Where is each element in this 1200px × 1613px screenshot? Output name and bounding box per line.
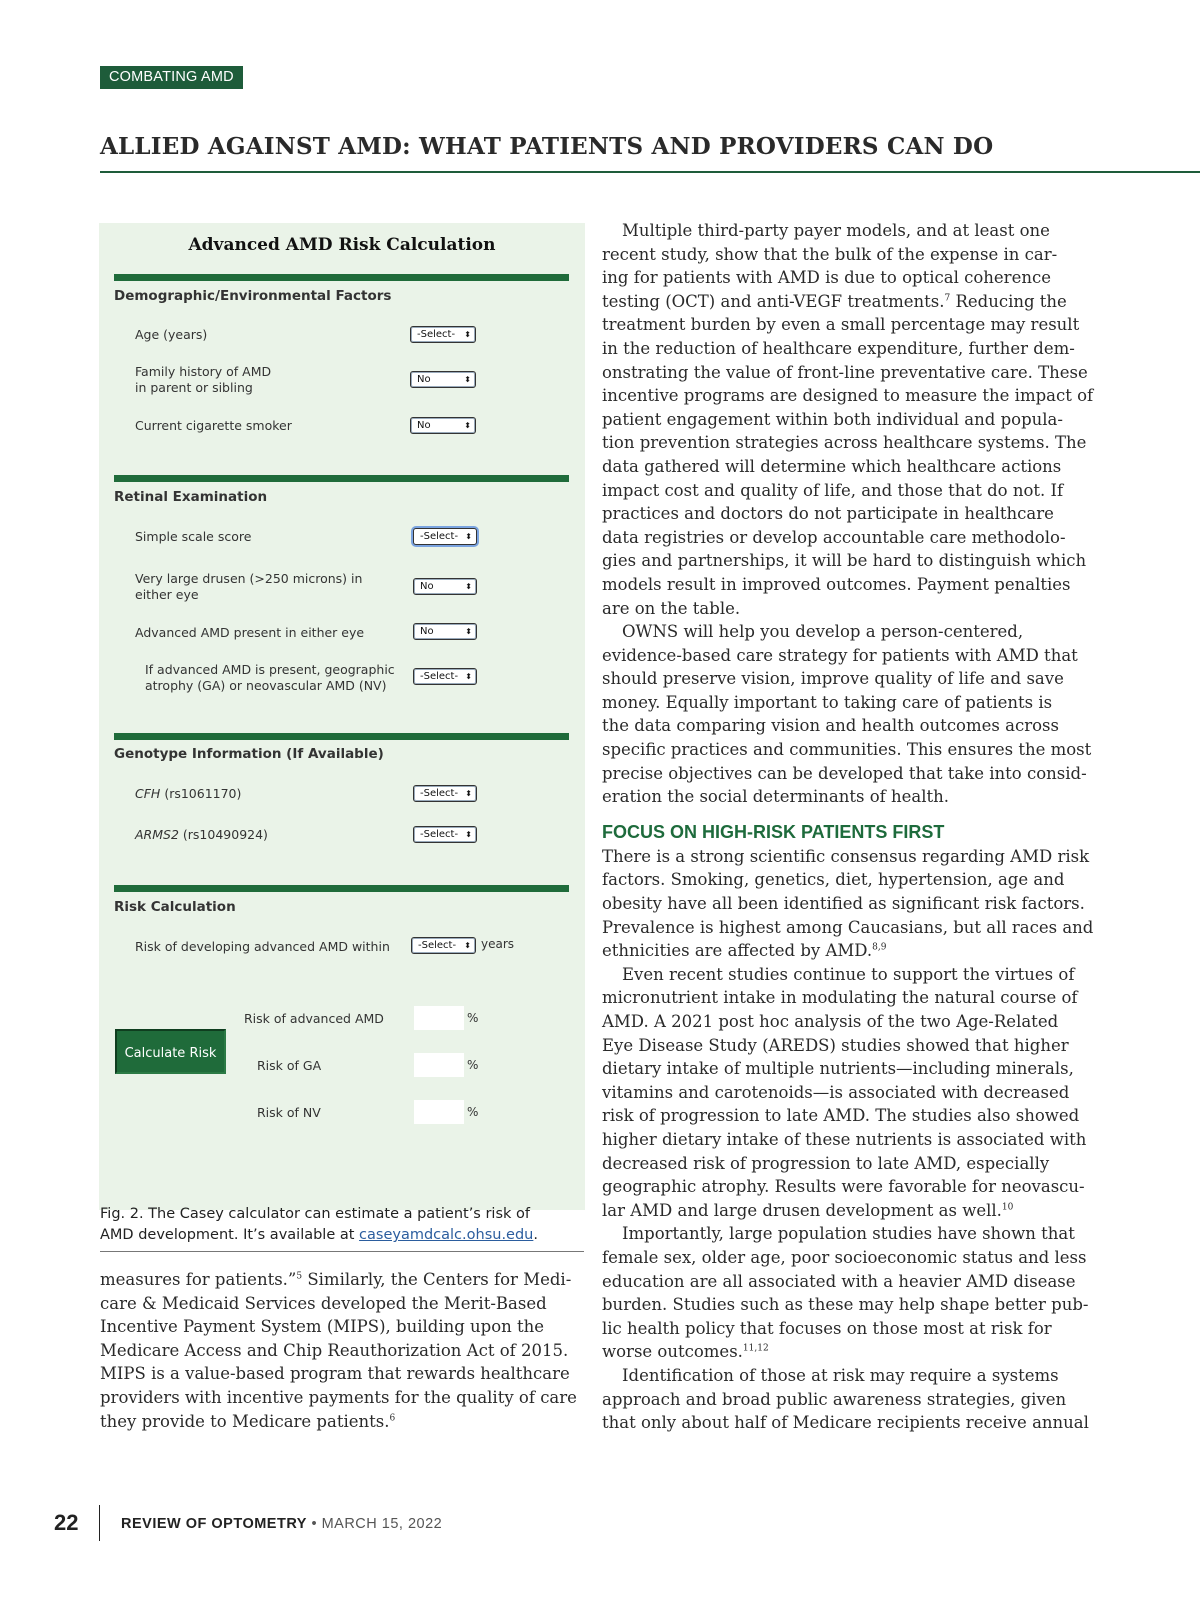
folio-line — [121, 1516, 442, 1532]
section-subhead: FOCUS ON HIGH-RISK PATIENTS FIRST — [602, 821, 945, 842]
text-line — [100, 1268, 584, 1292]
text-line: in the reduction of healthcare expenditure, further dem- — [602, 338, 1075, 358]
text-line: money. Equally important to taking care of patients is — [602, 692, 1053, 712]
gene-name: CFH — [135, 786, 161, 801]
issue-date: MARCH 15, 2022 — [321, 1516, 443, 1532]
citation: 8,9 — [872, 942, 887, 953]
text-line: data registries or develop accountable care methodolo- — [602, 527, 1066, 547]
arms2-label — [135, 827, 268, 843]
text-line — [100, 1410, 584, 1434]
drusen-label — [135, 571, 362, 603]
select-value: No — [417, 374, 431, 385]
text-line: Importantly, large population studies have shown that — [622, 1224, 1075, 1244]
ga-nv-select[interactable] — [413, 668, 477, 685]
select-arrow-icon: ⬍ — [464, 941, 471, 950]
select-arrow-icon: ⬍ — [465, 627, 472, 636]
text-line: eration the social determinants of health. — [602, 787, 950, 807]
right-column-text — [602, 219, 1192, 1435]
text-line: OWNS will help you develop a person-centered, — [622, 622, 1024, 642]
select-value: -Select- — [420, 671, 459, 682]
text-segment: they provide to Medicare patients. — [100, 1411, 390, 1431]
citation: 11,12 — [742, 1343, 769, 1354]
risk-ga-output[interactable] — [414, 1053, 464, 1077]
select-arrow-icon: ⬍ — [465, 582, 472, 591]
select-value: -Select- — [420, 531, 459, 542]
citation: 6 — [389, 1413, 396, 1424]
calculator-link[interactable]: caseyamdcalc.ohsu.edu — [359, 1227, 534, 1243]
text-line: impact cost and quality of life, and those that do not. If — [602, 480, 1064, 500]
page-number: 22 — [54, 1510, 79, 1535]
caption-line — [100, 1225, 580, 1246]
caption-text: . — [533, 1227, 538, 1243]
headline-divider — [100, 171, 1200, 173]
caption-line: Fig. 2. The Casey calculator can estimate a patient’s risk of — [100, 1206, 530, 1222]
arms2-select[interactable] — [413, 826, 477, 843]
gene-name: ARMS2 — [135, 827, 179, 842]
text-line: treatment burden by even a small percentage may result — [602, 315, 1080, 335]
years-unit: years — [481, 937, 515, 951]
folio-bullet: • — [306, 1516, 322, 1532]
text-line: providers with incentive payments for the quality of care — [100, 1387, 577, 1407]
text-line: Incentive Payment System (MIPS), building upon the — [100, 1317, 545, 1337]
section-divider — [114, 733, 569, 740]
select-arrow-icon: ⬍ — [465, 532, 472, 541]
text-line: should preserve vision, improve quality of life and save — [602, 669, 1064, 689]
simple-scale-select[interactable] — [413, 528, 477, 545]
label-line: If advanced AMD is present, geographic — [145, 662, 395, 677]
advanced-amd-label: Advanced AMD present in either eye — [135, 625, 365, 640]
text-line — [602, 939, 1192, 963]
family-history-label — [135, 364, 271, 396]
text-line: Even recent studies continue to support the virtues of — [622, 964, 1075, 984]
family-history-select[interactable] — [410, 371, 476, 388]
label-line: Family history of AMD — [135, 364, 272, 379]
percent-unit: % — [467, 1058, 479, 1072]
text-segment: measures for patients.” — [100, 1270, 297, 1289]
publication-name: REVIEW OF OPTOMETRY — [121, 1516, 307, 1532]
section-title-risk: Risk Calculation — [114, 899, 236, 915]
simple-scale-label: Simple scale score — [135, 529, 252, 544]
text-line — [602, 290, 1192, 314]
advanced-amd-select[interactable] — [413, 623, 477, 640]
text-line: education are all associated with a heavier AMD disease — [602, 1271, 1076, 1291]
text-line: models result in improved outcomes. Payment penalties — [602, 574, 1071, 594]
section-divider — [114, 475, 569, 482]
text-line: risk of progression to late AMD. The studies also showed — [602, 1106, 1080, 1126]
section-divider — [114, 885, 569, 892]
text-line: patient engagement within both individual and popula- — [602, 409, 1063, 429]
text-line: geographic atrophy. Results were favorable for neovascu- — [602, 1177, 1085, 1197]
caption-divider — [100, 1251, 584, 1252]
select-arrow-icon: ⬍ — [465, 830, 472, 839]
risk-nv-output[interactable] — [414, 1100, 464, 1124]
text-line: Identification of those at risk may require a systems — [622, 1365, 1059, 1385]
text-line: data gathered will determine which healthcare actions — [602, 456, 1062, 476]
risk-ga-label: Risk of GA — [257, 1058, 322, 1073]
text-line: vitamins and carotenoids—is associated with decreased — [602, 1082, 1070, 1102]
text-line: higher dietary intake of these nutrients is associated with — [602, 1129, 1087, 1149]
text-line: recent study, show that the bulk of the expense in car- — [602, 244, 1058, 264]
drusen-select[interactable] — [413, 578, 477, 595]
gene-id: (rs10490924) — [182, 827, 268, 842]
age-label: Age (years) — [135, 327, 208, 342]
gene-id: (rs1061170) — [164, 786, 242, 801]
caption-text: AMD development. It’s available at — [100, 1227, 360, 1243]
text-line: burden. Studies such as these may help shape better pub- — [602, 1295, 1089, 1315]
folio-divider — [99, 1505, 100, 1541]
risk-calculator-figure — [99, 223, 585, 1210]
text-line: dietary intake of multiple nutrients—including minerals, — [602, 1059, 1074, 1079]
text-line: lic health policy that focuses on those most at risk for — [602, 1318, 1052, 1338]
calculator-title: Advanced AMD Risk Calculation — [188, 235, 496, 255]
text-line: that only about half of Medicare recipients receive annual — [602, 1413, 1089, 1433]
section-divider — [114, 274, 569, 281]
text-line: MIPS is a value-based program that rewards healthcare — [100, 1364, 570, 1384]
citation: 7 — [944, 293, 951, 304]
text-line: gies and partnerships, it will be hard to distinguish which — [602, 551, 1087, 571]
text-line: factors. Smoking, genetics, diet, hypertension, age and — [602, 870, 1065, 890]
select-value: No — [417, 420, 431, 431]
select-value: -Select- — [418, 940, 457, 951]
text-line: incentive programs are designed to measure the impact of — [602, 386, 1094, 406]
risk-advanced-amd-output[interactable] — [414, 1006, 464, 1030]
select-arrow-icon: ⬍ — [464, 330, 471, 339]
risk-nv-label: Risk of NV — [257, 1105, 321, 1120]
text-line: Prevalence is highest among Caucasians, but all races and — [602, 917, 1094, 937]
text-line: onstrating the value of front-line preventative care. These — [602, 362, 1088, 382]
cfh-select[interactable] — [413, 785, 477, 802]
text-line: are on the table. — [602, 598, 741, 618]
text-line: specific practices and communities. This ensures the most — [602, 740, 1092, 760]
citation: 5 — [296, 1271, 303, 1282]
select-arrow-icon: ⬍ — [464, 375, 471, 384]
calculate-risk-button[interactable]: Calculate Risk — [115, 1029, 226, 1074]
citation: 10 — [1001, 1202, 1014, 1213]
percent-unit: % — [467, 1011, 479, 1025]
text-line: ing for patients with AMD is due to optical coherence — [602, 268, 1051, 288]
text-line: precise objectives can be developed that take into consid- — [602, 763, 1087, 783]
select-arrow-icon: ⬍ — [465, 789, 472, 798]
text-line: decreased risk of progression to late AMD, especially — [602, 1153, 1050, 1173]
text-segment: Similarly, the Centers for Medi- — [302, 1270, 572, 1289]
text-segment: ethnicities are affected by AMD. — [602, 941, 873, 961]
text-line: Medicare Access and Chip Reauthorization Act of 2015. — [100, 1340, 569, 1360]
label-line: in parent or sibling — [135, 380, 253, 395]
risk-years-select[interactable] — [411, 937, 476, 954]
text-line: AMD. A 2021 post hoc analysis of the two Age-Related — [602, 1012, 1059, 1031]
text-line: the data comparing vision and health outcomes across — [602, 716, 1059, 736]
select-arrow-icon: ⬍ — [465, 672, 472, 681]
age-select[interactable] — [410, 326, 476, 343]
text-segment: Reducing the — [950, 291, 1067, 311]
label-line: Very large drusen (>250 microns) in — [135, 571, 363, 586]
select-value: -Select- — [420, 788, 459, 799]
text-line: obesity have all been identified as significant risk factors. — [602, 894, 1085, 914]
percent-unit: % — [467, 1105, 479, 1119]
ga-nv-label — [145, 662, 395, 694]
text-line: female sex, older age, poor socioeconomic status and less — [602, 1247, 1087, 1267]
label-line: either eye — [135, 587, 199, 602]
text-line: Multiple third-party payer models, and at least one — [622, 221, 1050, 240]
left-column-text — [100, 1268, 584, 1433]
text-line: evidence-based care strategy for patients with AMD that — [602, 645, 1078, 665]
text-line: approach and broad public awareness strategies, given — [602, 1389, 1067, 1409]
section-title-retinal: Retinal Examination — [114, 489, 268, 505]
smoker-label: Current cigarette smoker — [135, 418, 292, 433]
text-line: micronutrient intake in modulating the natural course of — [602, 988, 1078, 1008]
section-title-genotype: Genotype Information (If Available) — [114, 746, 384, 762]
text-line: There is a strong scientific consensus regarding AMD risk — [602, 846, 1090, 866]
text-line: practices and doctors do not participate in healthcare — [602, 504, 1054, 524]
text-line — [602, 1340, 1192, 1364]
text-line: tion prevention strategies across healthcare systems. The — [602, 433, 1087, 453]
risk-within-label: Risk of developing advanced AMD within — [135, 939, 390, 954]
text-segment: worse outcomes. — [602, 1342, 743, 1362]
select-value: No — [420, 581, 434, 592]
section-title-demographic: Demographic/Environmental Factors — [114, 288, 392, 304]
select-value: -Select- — [417, 329, 456, 340]
text-line — [602, 1199, 1192, 1223]
smoker-select[interactable] — [410, 417, 476, 434]
text-segment: testing (OCT) and anti-VEGF treatments. — [602, 291, 945, 311]
select-arrow-icon: ⬍ — [464, 421, 471, 430]
risk-advanced-amd-label: Risk of advanced AMD — [244, 1011, 384, 1026]
cfh-label — [135, 786, 241, 802]
label-line: atrophy (GA) or neovascular AMD (NV) — [145, 678, 387, 693]
figure-caption — [100, 1204, 580, 1246]
text-line: care & Medicaid Services developed the Merit-Based — [100, 1293, 547, 1313]
select-value: No — [420, 626, 434, 637]
text-segment: lar AMD and large drusen development as well. — [602, 1200, 1002, 1220]
text-line: Eye Disease Study (AREDS) studies showed that higher — [602, 1035, 1069, 1055]
section-kicker: COMBATING AMD — [100, 66, 243, 89]
page-headline: ALLIED AGAINST AMD: WHAT PATIENTS AND PROVIDERS CAN DO — [100, 133, 994, 160]
select-value: -Select- — [420, 829, 459, 840]
